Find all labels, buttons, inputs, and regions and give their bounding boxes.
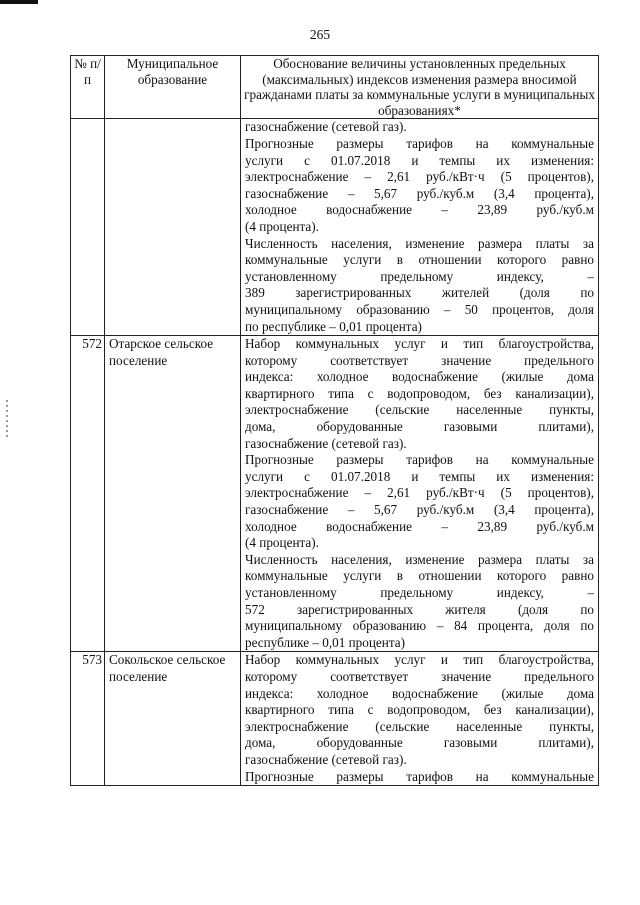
- row-number: 573: [71, 652, 105, 786]
- header-rationale: Обоснование величины установленных предельных (максимальных) индексов изменения размера вносимой гражданами платы за коммунальные услуги в муниципальных образованиях*: [241, 56, 599, 119]
- header-municipality: Муниципальное образование: [105, 56, 241, 119]
- rationale-text: [241, 119, 599, 336]
- text-line: газоснабжение (сетевой газ).: [245, 119, 407, 135]
- text-line: индекса: холодное водоснабжение (жилые дома: [245, 685, 594, 701]
- text-line: Прогнозные размеры тарифов на коммунальные: [245, 452, 594, 468]
- text-line: индекса: холодное водоснабжение (жилые дома: [245, 369, 594, 385]
- municipality-name: [105, 119, 241, 336]
- page-number: 265: [309, 27, 331, 42]
- text-line: услуги с 01.07.2018 и темпы их изменения:: [245, 468, 594, 484]
- text-line: 572 зарегистрированных жителя (доля по: [245, 601, 594, 617]
- text-line: квартирного типа с водопроводом, без канализации),: [245, 702, 594, 718]
- text-line: холодное водоснабжение – 23,89 руб./куб.м: [245, 202, 594, 218]
- table-row: [71, 652, 599, 786]
- table-row: [71, 336, 599, 652]
- text-line: коммунальные услуги в отношении которого равно: [245, 568, 594, 584]
- text-line: (4 процента).: [245, 218, 319, 234]
- text-line: которому соответствует значение предельного: [245, 668, 594, 684]
- text-line: муниципальному образованию – 50 процентов, доля: [245, 301, 594, 317]
- text-line: (4 процента).: [245, 535, 319, 551]
- text-line: муниципальному образованию – 84 процента, доля по: [245, 618, 594, 634]
- row-number: [71, 119, 105, 336]
- text-line: газоснабжение – 5,67 руб./куб.м (3,4 процента),: [245, 185, 594, 201]
- text-line: дома, оборудованные газовыми плитами),: [245, 735, 594, 751]
- text-line: электроснабжение – 2,61 руб./кВт·ч (5 процентов),: [245, 169, 594, 185]
- text-line: электроснабжение (сельские населенные пункты,: [245, 718, 594, 734]
- text-line: установленному предельному индексу, –: [245, 268, 594, 284]
- municipality-name: Сокольское сельское поселение: [105, 652, 241, 786]
- text-line: Набор коммунальных услуг и тип благоустройства,: [245, 336, 594, 352]
- table-row: [71, 119, 599, 336]
- tariff-table: [70, 55, 599, 786]
- text-line: дома, оборудованные газовыми плитами),: [245, 419, 594, 435]
- text-line: коммунальные услуги в отношении которого равно: [245, 252, 594, 268]
- rationale-text: [241, 652, 599, 786]
- corner-scan-mark: [0, 0, 38, 4]
- municipality-name: Отарское сельское поселение: [105, 336, 241, 652]
- text-line: которому соответствует значение предельного: [245, 352, 594, 368]
- text-line: Прогнозные размеры тарифов на коммунальные: [245, 135, 594, 151]
- text-line: республике – 0,01 процента): [245, 634, 406, 650]
- header-number: № п/п: [71, 56, 105, 119]
- text-line: Численность населения, изменение размера платы за: [245, 235, 594, 251]
- text-line: газоснабжение – 5,67 руб./куб.м (3,4 процента),: [245, 502, 594, 518]
- text-line: электроснабжение (сельские населенные пункты,: [245, 402, 594, 418]
- text-line: газоснабжение (сетевой газ).: [245, 751, 407, 767]
- text-line: 389 зарегистрированных жителей (доля по: [245, 285, 594, 301]
- text-line: квартирного типа с водопроводом, без канализации),: [245, 385, 594, 401]
- text-line: Прогнозные размеры тарифов на коммунальные: [245, 768, 594, 784]
- text-line: по республике – 0,01 процента): [245, 318, 422, 334]
- text-line: Набор коммунальных услуг и тип благоустройства,: [245, 652, 594, 668]
- table-header-row: [71, 56, 599, 119]
- text-line: газоснабжение (сетевой газ).: [245, 435, 407, 451]
- text-line: электроснабжение – 2,61 руб./кВт·ч (5 процентов),: [245, 485, 594, 501]
- row-number: 572: [71, 336, 105, 652]
- rationale-text: [241, 336, 599, 652]
- text-line: услуги с 01.07.2018 и темпы их изменения:: [245, 152, 594, 168]
- margin-scan-marks: [6, 400, 8, 440]
- text-line: холодное водоснабжение – 23,89 руб./куб.м: [245, 518, 594, 534]
- text-line: Численность населения, изменение размера платы за: [245, 551, 594, 567]
- text-line: установленному предельному индексу, –: [245, 585, 594, 600]
